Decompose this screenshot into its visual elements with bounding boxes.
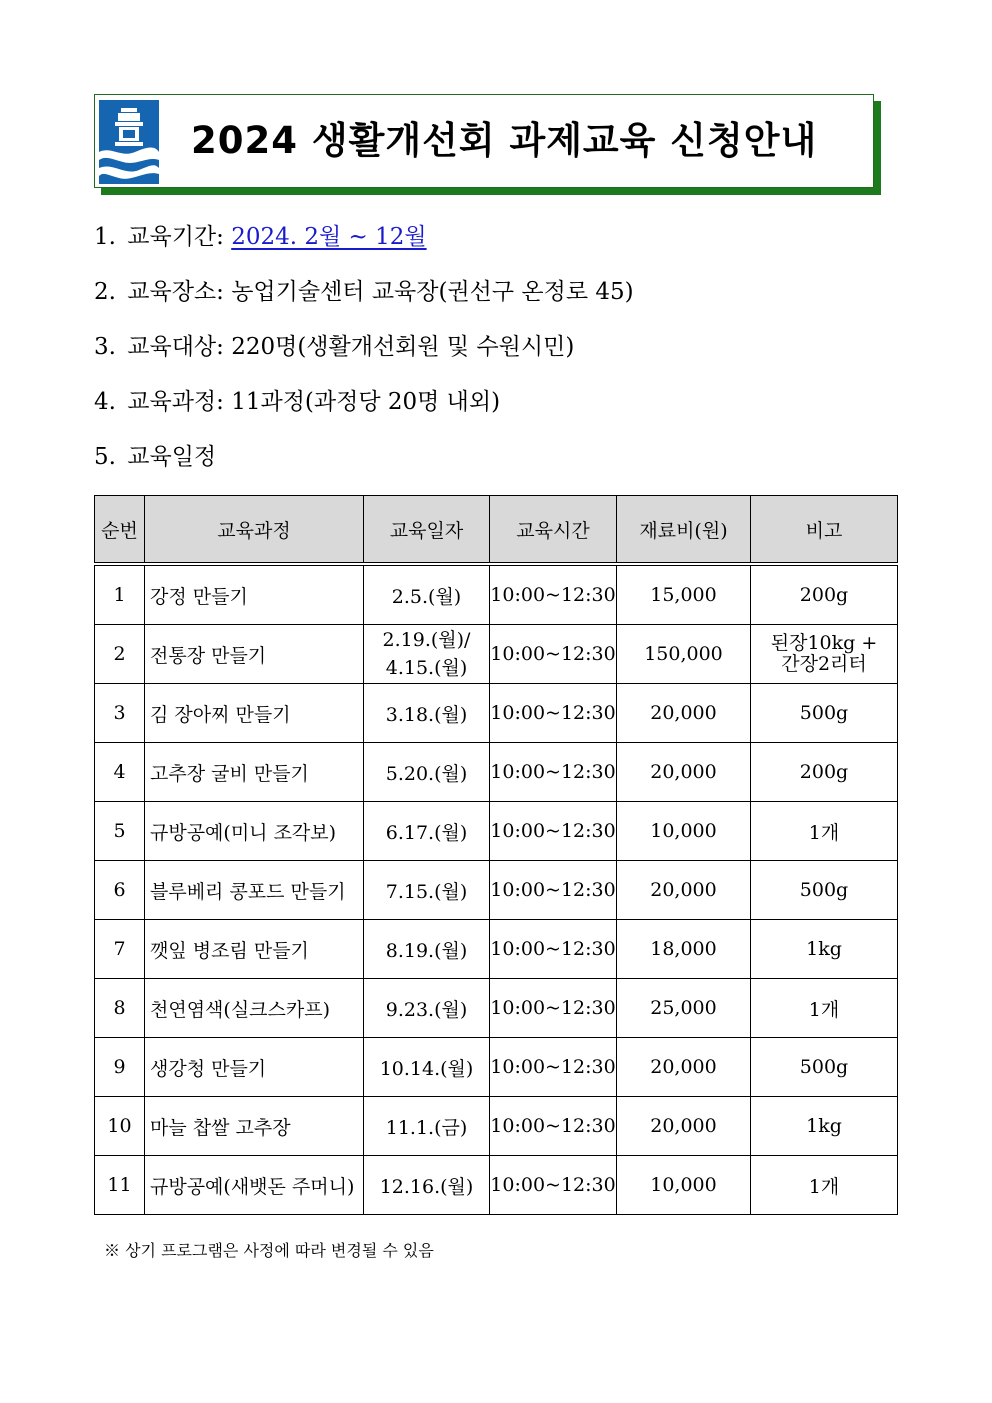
cell-date: 11.1.(금)	[364, 1097, 490, 1156]
cell-time: 10:00~12:30	[490, 1156, 617, 1215]
table-row	[95, 625, 898, 684]
header-cell: 순번	[95, 496, 145, 565]
cell-course: 깻잎 병조림 만들기	[145, 920, 364, 979]
cell-time: 10:00~12:30	[490, 684, 617, 743]
cell-date: 9.23.(월)	[364, 979, 490, 1038]
info-label: 교육일정	[127, 444, 217, 470]
info-number: 3.	[94, 334, 116, 360]
cell-number: 4	[95, 743, 145, 802]
cell-note: 500g	[751, 861, 898, 920]
info-value: 농업기술센터 교육장(권선구 온정로 45)	[231, 279, 634, 305]
header-cell: 재료비(원)	[617, 496, 751, 565]
info-number: 4.	[94, 389, 116, 415]
cell-time: 10:00~12:30	[490, 625, 617, 684]
cell-date: 2.19.(월)/ 4.15.(월)	[364, 625, 490, 684]
cell-course: 고추장 굴비 만들기	[145, 743, 364, 802]
table-body	[95, 564, 898, 1215]
info-label: 교육기간:	[127, 224, 224, 250]
cell-fee: 10,000	[617, 1156, 751, 1215]
cell-number: 8	[95, 979, 145, 1038]
header-cell: 교육일자	[364, 496, 490, 565]
table-header-row	[95, 496, 898, 565]
header-cell: 교육과정	[145, 496, 364, 565]
title-box	[94, 94, 874, 188]
cell-date: 7.15.(월)	[364, 861, 490, 920]
cell-note: 1개	[751, 802, 898, 861]
cell-note: 1kg	[751, 1097, 898, 1156]
cell-date: 8.19.(월)	[364, 920, 490, 979]
info-target	[94, 328, 574, 361]
cell-note: 500g	[751, 1038, 898, 1097]
table-row	[95, 1156, 898, 1215]
cell-date: 10.14.(월)	[364, 1038, 490, 1097]
cell-number: 7	[95, 920, 145, 979]
cell-course: 생강청 만들기	[145, 1038, 364, 1097]
cell-number: 11	[95, 1156, 145, 1215]
cell-number: 2	[95, 625, 145, 684]
cell-time: 10:00~12:30	[490, 920, 617, 979]
cell-fee: 20,000	[617, 1038, 751, 1097]
info-location	[94, 273, 634, 306]
cell-note: 1kg	[751, 920, 898, 979]
cell-note: 200g	[751, 564, 898, 625]
info-number: 1.	[94, 224, 116, 250]
lighthouse-logo-icon	[99, 100, 159, 184]
table-row	[95, 979, 898, 1038]
cell-fee: 20,000	[617, 861, 751, 920]
info-courses	[94, 383, 500, 416]
cell-date: 12.16.(월)	[364, 1156, 490, 1215]
cell-date: 2.5.(월)	[364, 564, 490, 625]
cell-note: 1개	[751, 979, 898, 1038]
cell-note: 200g	[751, 743, 898, 802]
cell-date: 5.20.(월)	[364, 743, 490, 802]
cell-course: 전통장 만들기	[145, 625, 364, 684]
cell-fee: 20,000	[617, 743, 751, 802]
cell-time: 10:00~12:30	[490, 743, 617, 802]
info-label: 교육과정:	[127, 389, 224, 415]
info-label: 교육대상:	[127, 334, 224, 360]
cell-number: 6	[95, 861, 145, 920]
table-row	[95, 802, 898, 861]
table-row	[95, 861, 898, 920]
cell-time: 10:00~12:30	[490, 1097, 617, 1156]
table-row	[95, 684, 898, 743]
cell-date: 3.18.(월)	[364, 684, 490, 743]
cell-fee: 20,000	[617, 1097, 751, 1156]
cell-number: 9	[95, 1038, 145, 1097]
info-value: 220명(생활개선회원 및 수원시민)	[231, 334, 575, 360]
cell-fee: 150,000	[617, 625, 751, 684]
cell-course: 블루베리 콩포드 만들기	[145, 861, 364, 920]
table-row	[95, 564, 898, 625]
cell-fee: 25,000	[617, 979, 751, 1038]
cell-number: 3	[95, 684, 145, 743]
header-cell: 교육시간	[490, 496, 617, 565]
page-title: 2024 생활개선회 과제교육 신청안내	[191, 119, 818, 162]
footnote: ※ 상기 프로그램은 사정에 따라 변경될 수 있음	[104, 1241, 434, 1260]
cell-number: 10	[95, 1097, 145, 1156]
cell-time: 10:00~12:30	[490, 1038, 617, 1097]
cell-course: 규방공예(새뱃돈 주머니)	[145, 1156, 364, 1215]
cell-note: 500g	[751, 684, 898, 743]
cell-course: 마늘 찹쌀 고추장	[145, 1097, 364, 1156]
table-row	[95, 743, 898, 802]
header-cell: 비고	[751, 496, 898, 565]
cell-date: 6.17.(월)	[364, 802, 490, 861]
info-period	[94, 218, 427, 251]
cell-fee: 20,000	[617, 684, 751, 743]
cell-number: 1	[95, 564, 145, 625]
cell-time: 10:00~12:30	[490, 861, 617, 920]
schedule-table	[94, 495, 898, 1215]
info-label: 교육장소:	[127, 279, 224, 305]
cell-time: 10:00~12:30	[490, 979, 617, 1038]
table-row	[95, 1038, 898, 1097]
info-number: 5.	[94, 444, 116, 470]
cell-fee: 10,000	[617, 802, 751, 861]
info-value: 11과정(과정당 20명 내외)	[231, 389, 501, 415]
cell-course: 강정 만들기	[145, 564, 364, 625]
cell-note: 1개	[751, 1156, 898, 1215]
table-row	[95, 1097, 898, 1156]
cell-time: 10:00~12:30	[490, 564, 617, 625]
cell-note: 된장10kg + 간장2리터	[751, 625, 898, 684]
table-row	[95, 920, 898, 979]
cell-course: 천연염색(실크스카프)	[145, 979, 364, 1038]
cell-fee: 15,000	[617, 564, 751, 625]
cell-time: 10:00~12:30	[490, 802, 617, 861]
info-schedule	[94, 438, 216, 471]
cell-course: 김 장아찌 만들기	[145, 684, 364, 743]
cell-course: 규방공예(미니 조각보)	[145, 802, 364, 861]
cell-number: 5	[95, 802, 145, 861]
cell-fee: 18,000	[617, 920, 751, 979]
period-link[interactable]: 2024. 2월 ~ 12월	[231, 224, 427, 250]
info-number: 2.	[94, 279, 116, 305]
